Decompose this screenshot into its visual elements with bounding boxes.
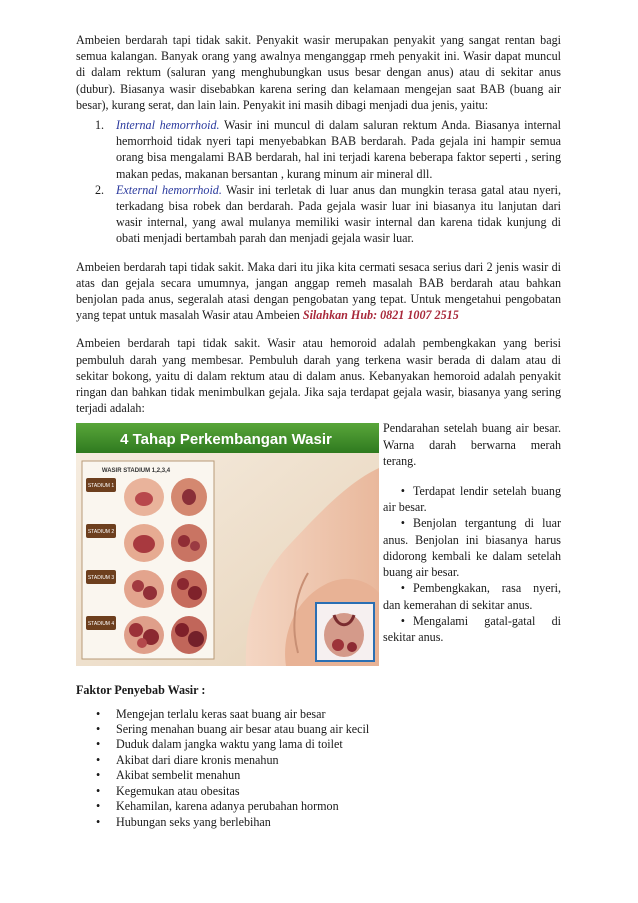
- type-term: External hemorrhoid.: [116, 182, 222, 197]
- stage-label: STADIUM 3: [87, 575, 115, 582]
- bullet-icon: •: [96, 706, 101, 721]
- list-item: [76, 784, 561, 799]
- factors-list: [76, 707, 561, 830]
- contact-link[interactable]: Silahkan Hub: 0821 1007 2515: [302, 308, 459, 323]
- list-number: 2.: [95, 182, 105, 197]
- advice-paragraph: [76, 259, 561, 324]
- list-item: [383, 515, 561, 580]
- stage-label: STADIUM 1: [87, 483, 115, 490]
- symptom-text: Mengalami gatal-gatal di sekitar anus.: [383, 613, 561, 644]
- list-item: [383, 580, 561, 612]
- document-page: [76, 32, 561, 830]
- list-item: [76, 799, 561, 814]
- factor-text: Akibat sembelit menahun: [116, 768, 241, 783]
- symptom-intro: Pendarahan setelah buang air besar. Warna darah berwarna merah terang.: [383, 421, 561, 468]
- stage-label: STADIUM 2: [87, 529, 115, 536]
- list-item: [383, 613, 561, 645]
- factor-text: Mengejan terlalu keras saat buang air besar: [116, 706, 326, 721]
- chart-label: WASIR STADIUM 1,2,3,4: [101, 468, 171, 475]
- symptom-text: Terdapat lendir setelah buang air besar.: [383, 484, 561, 515]
- list-item: [76, 707, 561, 722]
- stage-label: STADIUM 4: [87, 621, 115, 628]
- banner-title: 4 Tahap Perkembangan Wasir: [120, 431, 332, 449]
- bullet-icon: •: [400, 613, 405, 628]
- list-item: [76, 182, 561, 247]
- bullet-icon: •: [96, 737, 101, 752]
- hemorrhoid-stages-image: [76, 423, 379, 666]
- type-term: Internal hemorrhoid.: [116, 118, 220, 133]
- bullet-icon: •: [96, 768, 101, 783]
- list-item: [76, 117, 561, 182]
- symptoms-column: [383, 420, 561, 645]
- factor-text: Sering menahan buang air besar atau buang air kecil: [116, 722, 370, 737]
- list-item: [76, 737, 561, 752]
- factor-text: Kegemukan atau obesitas: [116, 783, 240, 798]
- factor-text: Duduk dalam jangka waktu yang lama di toilet: [116, 737, 343, 752]
- symptom-text: Benjolan tergantung di luar anus. Benjolan ini biasanya harus didorong kembali ke dalam setelah buang air besar.: [383, 516, 561, 580]
- list-item: [76, 768, 561, 783]
- bullet-icon: •: [96, 752, 101, 767]
- list-number: 1.: [95, 118, 105, 133]
- bullet-icon: •: [96, 722, 101, 737]
- intro-paragraph: Ambeien berdarah tapi tidak sakit. Penyakit wasir merupakan penyakit yang sangat rentan bagi semua kalangan. Banyak orang yang awalnya menganggap rmeh penyakit ini. Wasir dapat muncul di dalam rektum (saluran yang menghubungkan usus besar dengan anus) atau di sekitar anus (dubur). Biasanya wasir disebabkan karena sering dan kelamaan mengejan saat BAB (buang air besar), kurang serat, dan lain lain. Penyakit ini masih dibagi menjadi dua jenis, yaitu:: [76, 33, 561, 112]
- list-item: [76, 722, 561, 737]
- stages-illustration: [76, 423, 379, 666]
- list-item: [76, 753, 561, 768]
- factors-heading: Faktor Penyebab Wasir :: [76, 683, 206, 698]
- definition-paragraph: Ambeien berdarah tapi tidak sakit. Wasir atau hemoroid adalah pembengkakan yang berisi pembuluh darah yang membesar. Pembuluh darah yang terkena wasir berada di dalam atau di sekitar bokong, yaitu di dalam rektum atau di dalam anus. Kebanyakan hemoroid adalah penyakit ringan dan bahkan tidak menimbulkan gejala. Jika saja terdapat gejala wasir, biasanya yang sering terjadi adalah:: [76, 336, 561, 416]
- bullet-icon: •: [96, 799, 101, 814]
- bullet-icon: •: [96, 783, 101, 798]
- hemorrhoid-types-list: [76, 117, 561, 247]
- type-description: Wasir ini muncul di dalam saluran rektum Anda. Biasanya internal hemorrhoid tidak nyeri tapi menyebabkan BAB berdarah. Pada gejala ini hampir semua orang bisa mengalami BAB berdarah, hal ini terjadi karena beberapa faktor seperti , sering makan pedas, makanan bersantan , kurang minum air mineral dll.: [116, 118, 562, 181]
- list-item: [383, 483, 561, 515]
- factor-text: Akibat dari diare kronis menahun: [116, 752, 279, 767]
- bullet-icon: •: [400, 516, 405, 531]
- symptom-text: Pembengkakan, rasa nyeri, dan kemerahan di sekitar anus.: [383, 581, 561, 612]
- advice-text: Ambeien berdarah tapi tidak sakit. Maka dari itu jika kita cermati sesaca serius dari 2 jenis wasir di atas dan gejala secara umumnya, jangan anggap remeh masalah BAB berdarah atau bahkan benjolan pada anus, segeralah atasi dengan pengobatan yang tepat. Untuk mengetahui pengobatan yang tepat untuk masalah Wasir atau Ambeien: [76, 259, 561, 323]
- figure-row: [76, 420, 561, 672]
- factor-text: Kehamilan, karena adanya perubahan hormon: [116, 799, 339, 814]
- bullet-icon: •: [400, 484, 405, 499]
- bullet-icon: •: [96, 814, 101, 829]
- factor-text: Hubungan seks yang berlebihan: [116, 814, 271, 829]
- list-item: [76, 815, 561, 830]
- type-description: Wasir ini terletak di luar anus dan mungkin terasa gatal atau nyeri, terkadang bisa robek dan berdarah. Pada gejala wasir luar ini biasanya itu lanjutan dari wasir internal, yang awal mulanya memiliki wasir internal dan karena tidak kunjung di obati menjadi bertambah parah dan menjadi gejala wasir luar.: [116, 182, 561, 246]
- bullet-icon: •: [400, 581, 405, 596]
